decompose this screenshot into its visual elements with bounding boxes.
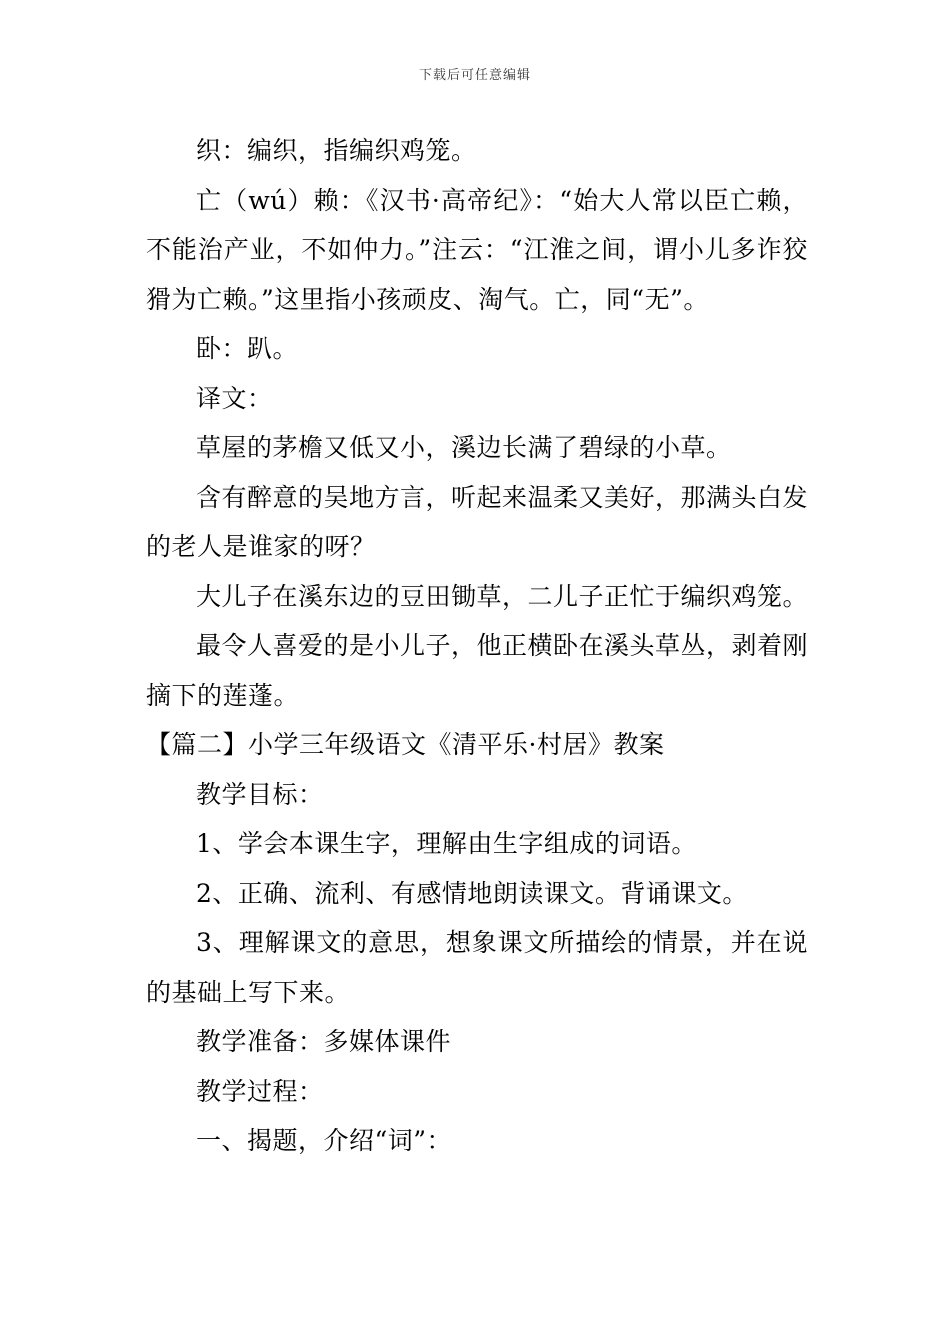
paragraph: 教学目标：: [196, 779, 324, 809]
paragraph: 大儿子在溪东边的豆田锄草，二儿子正忙于编织鸡笼。: [196, 581, 809, 611]
paragraph: 草屋的茅檐又低又小，溪边长满了碧绿的小草。: [196, 433, 732, 462]
page-header: 下载后可任意编辑: [418, 68, 531, 83]
paragraph: 2、正确、流利、有感情地朗读课文。背诵课文。: [196, 878, 748, 908]
paragraph: 1、学会本课生字，理解由生字组成的词语。: [196, 829, 697, 858]
paragraph: 亡（wú）赖：《汉书·高帝纪》：“始大人常以臣亡赖，不能治产业，不如仲力。”注云：“江淮之间，谓小儿多诈狡猾为亡赖。”这里指小孩顽皮、淘气。亡，同“无”。: [146, 185, 808, 314]
paragraph: 3、理解课文的意思，想象课文所描绘的情景，并在说的基础上写下来。: [146, 928, 808, 1007]
paragraph: 教学准备：多媒体课件: [196, 1027, 452, 1056]
paragraph: 含有醉意的吴地方言，听起来温柔又美好，那满头白发的老人是谁家的呀？: [146, 482, 809, 561]
paragraph: 教学过程：: [196, 1076, 324, 1106]
document-body: [146, 126, 808, 1166]
paragraph: 织：编织，指编织鸡笼。: [196, 136, 477, 165]
section-heading: 【篇二】小学三年级语文《清平乐·村居》教案: [146, 730, 665, 759]
paragraph: 卧：趴。: [196, 334, 299, 363]
paragraph: 最令人喜爱的是小儿子，他正横卧在溪头草丛，剥着刚摘下的莲蓬。: [146, 631, 809, 710]
paragraph: 一、揭题，介绍“词”：: [196, 1126, 453, 1155]
paragraph: 译文：: [196, 383, 273, 413]
